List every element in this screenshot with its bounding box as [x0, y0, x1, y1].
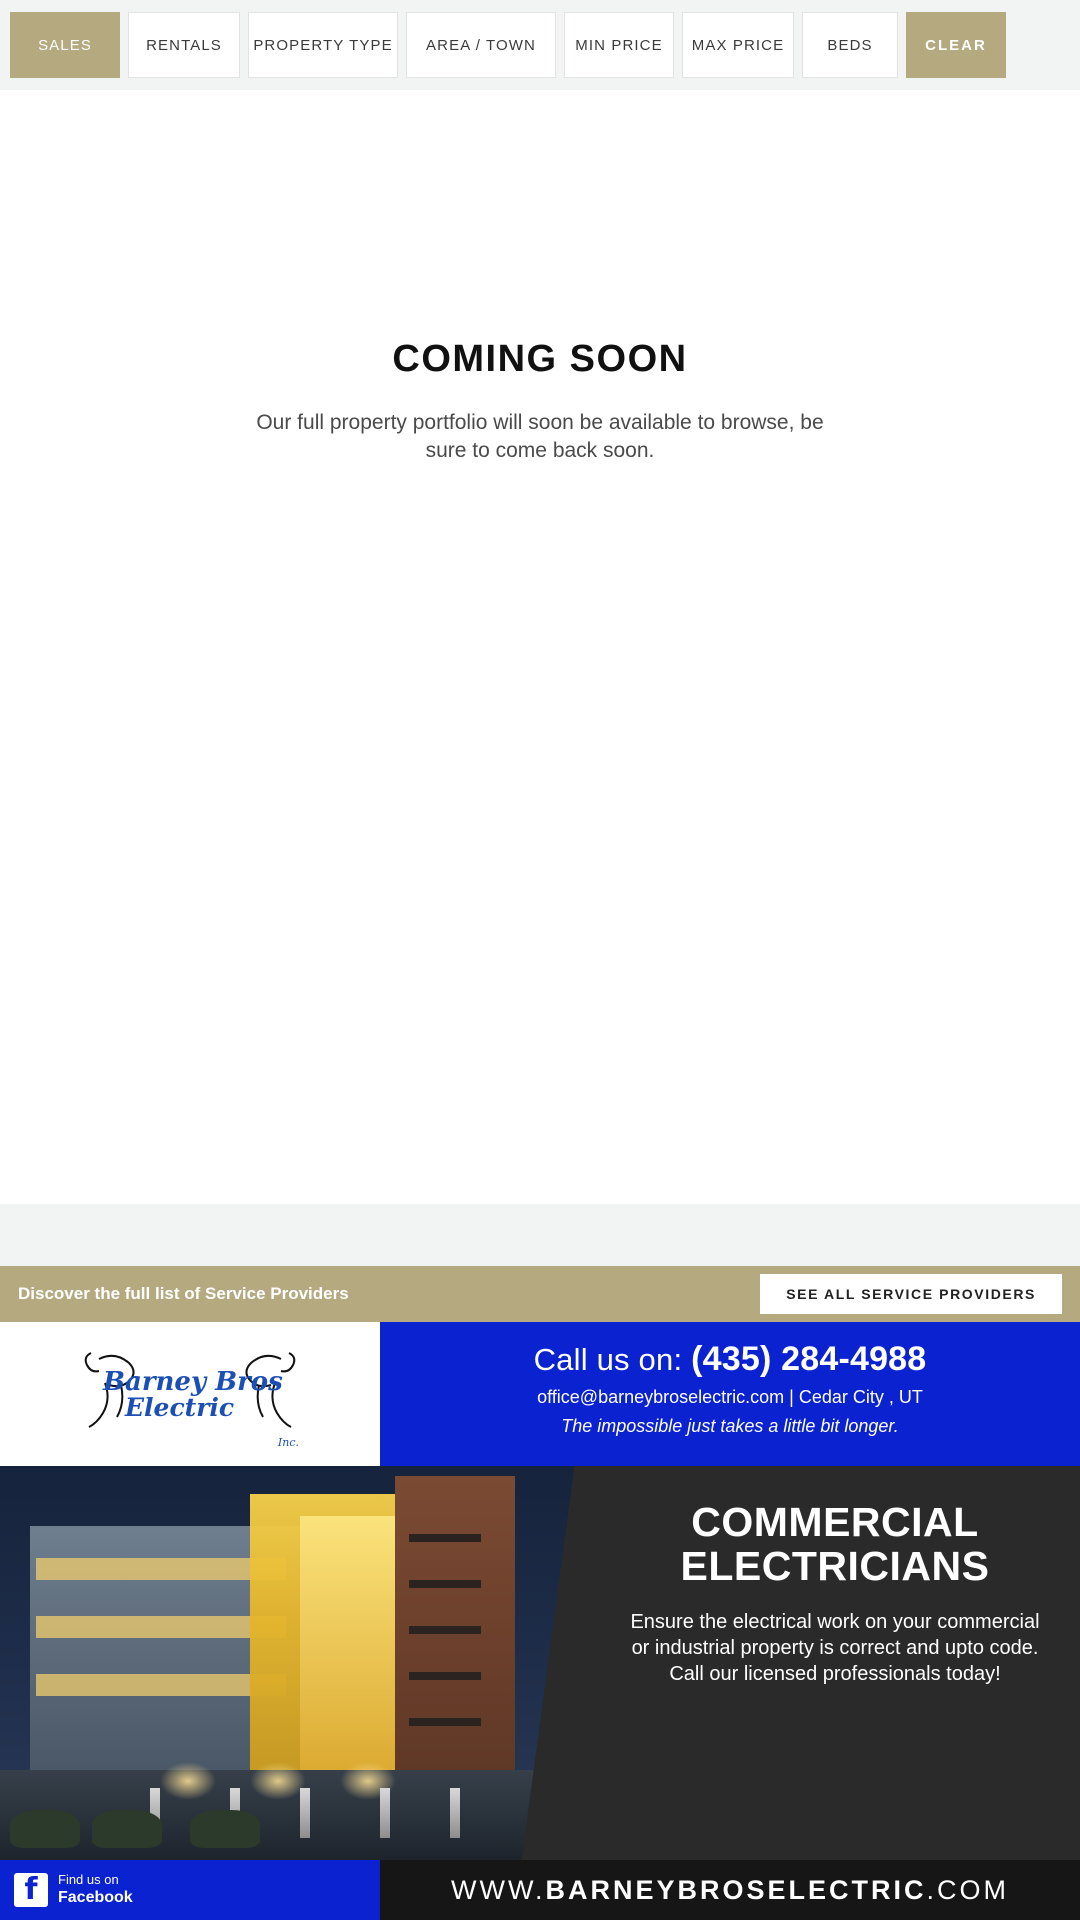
advert-body-text: Ensure the electrical work on your commercial or industrial property is correct and upto code. Call our licensed professionals today! [630, 1610, 1040, 1686]
filter-min-price[interactable] [564, 12, 674, 78]
filter-sales-label: SALES [38, 36, 92, 54]
advert-logo-suffix: Inc. [277, 1436, 299, 1449]
facebook-big-label: Facebook [58, 1889, 133, 1907]
advert-logo-line2: Electric [125, 1393, 235, 1422]
filter-clear-label: CLEAR [925, 36, 987, 54]
facebook-small-label: Find us on [58, 1871, 119, 1887]
filter-rentals[interactable] [128, 12, 240, 78]
advert-copy [580, 1466, 1080, 1860]
section-divider [0, 1204, 1080, 1266]
advert-email-line [380, 1387, 1080, 1408]
advert-phone-line [380, 1340, 1080, 1379]
advert-tagline: The impossible just takes a little bit longer. [561, 1416, 899, 1436]
filter-beds-label: BEDS [827, 36, 873, 54]
filter-min-price-label: MIN PRICE [575, 36, 663, 54]
advert-header [0, 1322, 1080, 1466]
filter-property-type[interactable] [248, 12, 398, 78]
advert-location: Cedar City , UT [798, 1387, 923, 1407]
website-suffix: .COM [926, 1874, 1009, 1905]
advert-body-block [0, 1466, 1080, 1860]
property-search-filter-bar [0, 0, 1080, 90]
advert-headline: COMMERCIAL ELECTRICIANS [680, 1499, 990, 1590]
see-all-service-providers-button[interactable]: SEE ALL SERVICE PROVIDERS [760, 1274, 1062, 1314]
website-url[interactable] [380, 1860, 1080, 1920]
advert-call-prefix: Call us on: [533, 1342, 683, 1377]
filter-max-price[interactable] [682, 12, 794, 78]
page-title: COMING SOON [392, 338, 688, 380]
filter-area-town-label: AREA / TOWN [426, 36, 536, 54]
coming-soon-panel [0, 90, 1080, 1204]
website-prefix: WWW. [451, 1874, 546, 1905]
filter-beds[interactable] [802, 12, 898, 78]
filter-property-type-label: PROPERTY TYPE [253, 36, 393, 54]
filter-area-town[interactable] [406, 12, 556, 78]
page-subtitle: Our full property portfolio will soon be available to browse, be sure to come back soon. [256, 411, 824, 463]
advert-logo-line1: Barney Bros [103, 1367, 283, 1397]
facebook-icon: f [14, 1873, 48, 1907]
advert-footer [0, 1860, 1080, 1920]
filter-clear[interactable] [906, 12, 1006, 78]
advert-logo [0, 1322, 380, 1466]
service-providers-text: Discover the full list of Service Providers [18, 1284, 349, 1303]
advertisement-card[interactable] [0, 1322, 1080, 1920]
advert-email[interactable]: office@barneybroselectric.com [537, 1387, 785, 1407]
filter-sales[interactable] [10, 12, 120, 78]
commercial-building-photo [0, 1466, 580, 1860]
facebook-link[interactable] [0, 1860, 380, 1920]
filter-max-price-label: MAX PRICE [691, 36, 785, 54]
filter-rentals-label: RENTALS [146, 36, 222, 54]
service-providers-banner [0, 1266, 1080, 1322]
advert-phone-number[interactable]: (435) 284-4988 [691, 1340, 927, 1378]
advert-logo-wordmark [103, 1369, 283, 1420]
advert-separator: | [789, 1387, 794, 1407]
website-brand: BARNEYBROSELECTRIC [545, 1874, 927, 1905]
advert-contact-block [380, 1322, 1080, 1466]
